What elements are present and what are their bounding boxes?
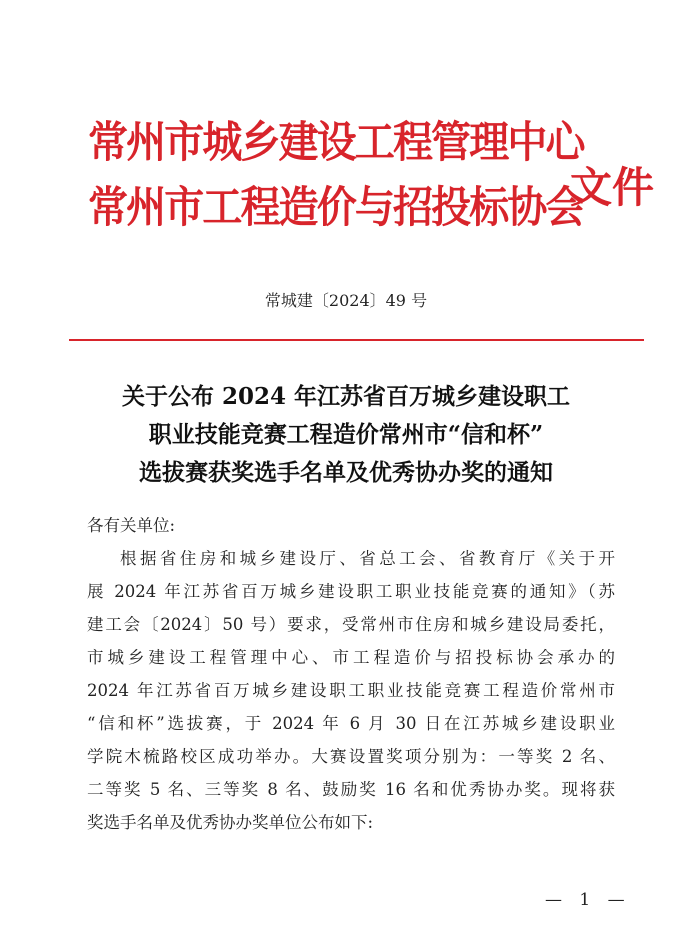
paragraph-line: 根据省住房和城乡建设厅、省总工会、省教育厅《关于开 (120, 549, 615, 568)
notice-title (0, 378, 692, 492)
issuing-org-line-1: 常州市城乡建设工程管理中心 (88, 118, 584, 168)
salutation: 各有关单位: (87, 516, 176, 535)
paragraph-line: 2024 年江苏省百万城乡建设职工职业技能竞赛工程造价常州市 (87, 681, 615, 700)
title-line-1: 关于公布 2024 年江苏省百万城乡建设职工 (121, 383, 571, 410)
title-line-3: 选拔赛获奖选手名单及优秀协办奖的通知 (139, 459, 553, 486)
notice-body (87, 509, 615, 839)
paragraph-line: 二等奖 5 名、三等奖 8 名、鼓励奖 16 名和优秀协办奖。现将获 (87, 780, 615, 799)
paragraph-line: 建工会〔2024〕50 号）要求，受常州市住房和城乡建设局委托， (87, 615, 615, 634)
paragraph-line: 奖选手名单及优秀协办奖单位公布如下: (87, 813, 374, 832)
issuing-org-line-2: 常州市工程造价与招投标协会 (88, 183, 584, 233)
paragraph-line: 市城乡建设工程管理中心、市工程造价与招投标协会承办的 (87, 648, 615, 667)
paragraph-line: 展 2024 年江苏省百万城乡建设职工职业技能竞赛的通知》（苏 (87, 582, 615, 601)
page-number: — 1 — (545, 890, 631, 910)
red-divider-line (69, 339, 644, 341)
paragraph-line: “信和杯”选拔赛，于 2024 年 6 月 30 日在江苏城乡建设职业 (87, 714, 615, 733)
title-line-2: 职业技能竞赛工程造价常州市“信和杯” (148, 421, 544, 448)
paragraph-line: 学院木梳路校区成功举办。大赛设置奖项分别为：一等奖 2 名、 (87, 747, 615, 766)
document-type-suffix: 文件 (570, 163, 655, 212)
document-number: 常城建〔2024〕49 号 (264, 291, 428, 310)
